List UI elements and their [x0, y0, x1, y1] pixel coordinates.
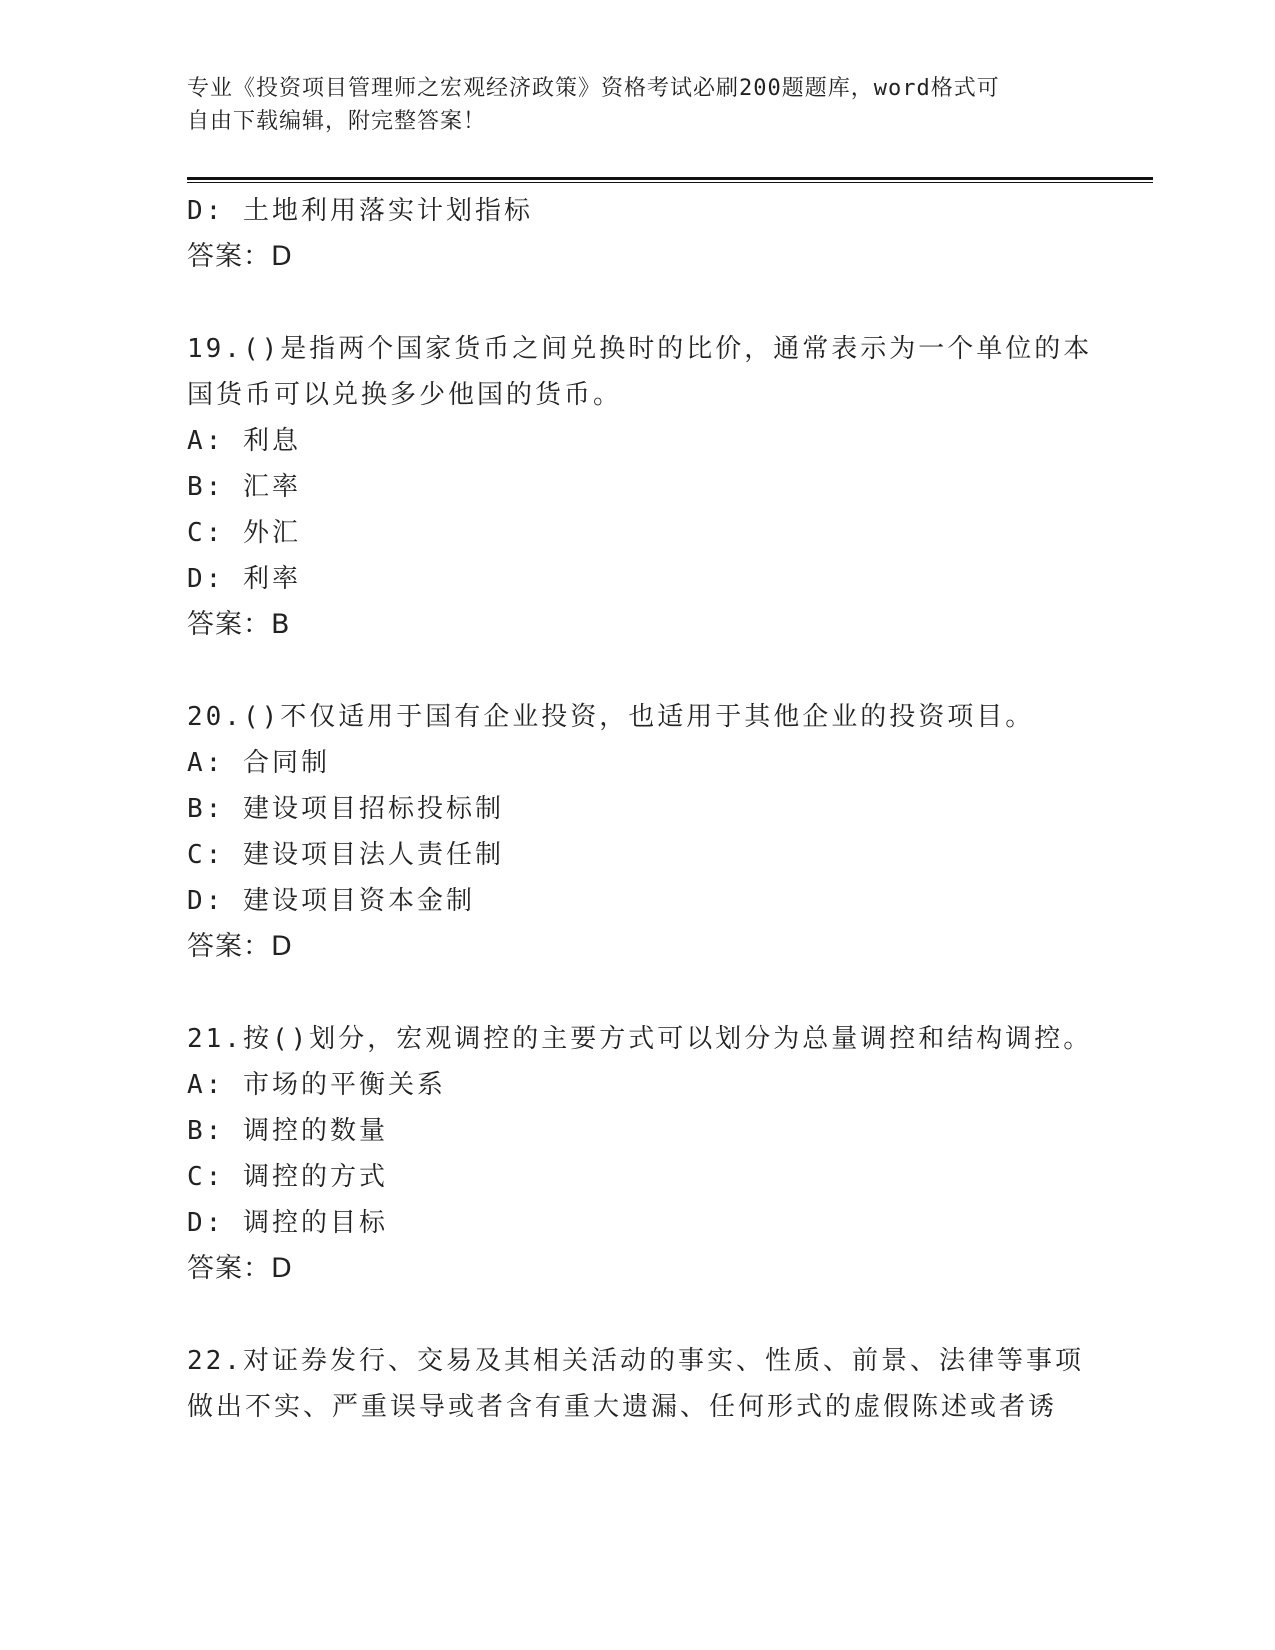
option-b: B: 调控的数量: [187, 1116, 388, 1146]
option-c: C: 调控的方式: [187, 1162, 388, 1192]
question-21: [187, 1016, 1093, 1292]
spacer: [187, 1292, 1087, 1338]
spacer: [187, 280, 1087, 326]
document-body: [187, 188, 1093, 1430]
answer: 答案：D: [187, 241, 293, 272]
option-d: D: 调控的目标: [187, 1208, 388, 1238]
answer: 答案：D: [187, 1253, 293, 1284]
question-stem-line: 国货币可以兑换多少他国的货币。: [187, 380, 623, 410]
question-stem-line: 19.()是指两个国家货币之间兑换时的比价，通常表示为一个单位的本: [187, 334, 1093, 364]
document-header: 专业《投资项目管理师之宏观经济政策》资格考试必刷200题题库，word格式可 自由下载编辑，附完整答案！: [187, 76, 1000, 134]
header-divider-thick: [187, 177, 1153, 180]
option-d: D: 土地利用落实计划指标: [187, 196, 533, 226]
option-a: A: 合同制: [187, 748, 330, 778]
option-b: B: 建设项目招标投标制: [187, 794, 504, 824]
question-stem-line: 做出不实、严重误导或者含有重大遗漏、任何形式的虚假陈述或者诱: [187, 1392, 1058, 1422]
option-c: C: 外汇: [187, 518, 301, 548]
option-d: D: 利率: [187, 564, 301, 594]
question-19: [187, 326, 1093, 648]
answer: 答案：D: [187, 931, 293, 962]
option-a: A: 市场的平衡关系: [187, 1070, 446, 1100]
header-divider-thin: [187, 182, 1153, 183]
option-b: B: 汇率: [187, 472, 301, 502]
question-stem-line: 22.对证券发行、交易及其相关活动的事实、性质、前景、法律等事项: [187, 1346, 1084, 1376]
option-d: D: 建设项目资本金制: [187, 886, 475, 916]
answer: 答案：B: [187, 609, 291, 640]
question-stem-line: 21.按()划分，宏观调控的主要方式可以划分为总量调控和结构调控。: [187, 1024, 1093, 1054]
option-c: C: 建设项目法人责任制: [187, 840, 504, 870]
spacer: [187, 648, 1087, 694]
question-stem-line: 20.()不仅适用于国有企业投资，也适用于其他企业的投资项目。: [187, 702, 1035, 732]
question-22: [187, 1338, 1087, 1430]
question-20: [187, 694, 1087, 970]
spacer: [187, 970, 1087, 1016]
option-a: A: 利息: [187, 426, 301, 456]
